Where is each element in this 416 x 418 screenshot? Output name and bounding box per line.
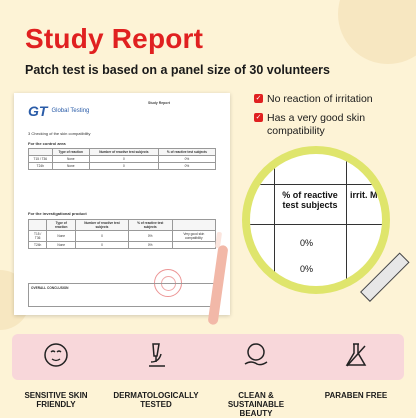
table-cell: T15 / T36: [29, 231, 47, 242]
table-header: [29, 220, 47, 231]
feature-item: [112, 340, 200, 409]
claim-label: Has a very good skin compatibility: [267, 112, 366, 137]
grid-line: [274, 154, 275, 286]
feature-label: CLEAN & SUSTAINABLE BEAUTY: [227, 391, 285, 418]
table-title: For the control area: [28, 141, 66, 146]
earth-hand-icon: [241, 340, 271, 370]
feature-item: [312, 340, 400, 400]
report-title: Study Report: [148, 101, 170, 105]
grid-line: [250, 224, 382, 225]
page-title: Study Report: [25, 23, 204, 54]
conclusion-title: OVERALL CONCLUSION: [31, 286, 69, 290]
checkmark-icon: ✓: [255, 95, 262, 102]
table-header: [29, 149, 53, 156]
table-header: Type of reaction: [47, 220, 76, 231]
claim-item: [254, 93, 404, 106]
table-cell: 0: [76, 242, 129, 249]
table-header: % of reactive test subjects: [128, 220, 172, 231]
table-cell: None: [52, 163, 89, 170]
microscope-icon: [141, 340, 171, 370]
face-icon: [41, 340, 71, 370]
claim-item: [254, 112, 404, 138]
table-header: Number of reactive test subjects: [89, 149, 158, 156]
table-title: For the investigational product: [28, 211, 87, 216]
table-cell: None: [52, 156, 89, 163]
product-table: [28, 219, 216, 249]
table-cell: None: [47, 242, 76, 249]
table-cell: 0%: [158, 156, 215, 163]
table-cell: None: [47, 231, 76, 242]
magnified-column-header: % of reactive test subjects: [282, 190, 338, 210]
table-header: Number of reactive test subjects: [76, 220, 129, 231]
table-cell: T24h: [29, 163, 53, 170]
report-header: [148, 101, 218, 106]
magnified-value: 0%: [300, 238, 314, 248]
logo-name: Global Testing: [51, 107, 90, 114]
magnified-column-header: irrit. M: [350, 190, 378, 200]
magnified-value: 0%: [300, 264, 314, 274]
grid-line: [346, 154, 347, 286]
table-cell: 0: [76, 231, 129, 242]
claim-label: No reaction of irritation: [267, 93, 373, 105]
table-cell: 0%: [128, 242, 172, 249]
table-cell: [172, 242, 215, 249]
report-document: [14, 93, 230, 315]
table-header: % of reactive test subjects: [158, 149, 215, 156]
page-subtitle: Patch test is based on a panel size of 30 volunteers: [25, 63, 330, 77]
feature-label: DERMATOLOGICALLY TESTED: [113, 391, 199, 409]
table-header: [172, 220, 215, 231]
flask-icon: [341, 340, 371, 370]
gt-logo: [28, 103, 89, 119]
table-cell: 0%: [128, 231, 172, 242]
table-cell: T15 / T36: [29, 156, 53, 163]
table-cell: 0%: [158, 163, 215, 170]
feature-label: PARABEN FREE: [324, 391, 388, 400]
table-cell: T24h: [29, 242, 47, 249]
table-cell: 0: [89, 156, 158, 163]
feature-label: SENSITIVE SKIN FRIENDLY: [24, 391, 88, 409]
table-cell: Very good skin compatibility: [172, 231, 215, 242]
logo-mark: GT: [28, 103, 48, 119]
table-header: Type of reaction: [52, 149, 89, 156]
conclusion-box: [28, 283, 216, 307]
claims-list: [254, 93, 404, 144]
section-heading: 3 Checking of the skin compatibility: [28, 131, 91, 136]
grid-line: [250, 184, 382, 185]
features-band: [12, 334, 404, 418]
table-cell: 0: [89, 163, 158, 170]
decorative-circle: [338, 0, 416, 64]
feature-item: [12, 340, 100, 409]
magnifier-lens: [242, 146, 390, 294]
control-table: [28, 148, 216, 170]
checkmark-icon: ✓: [255, 114, 262, 121]
feature-item: [212, 340, 300, 418]
